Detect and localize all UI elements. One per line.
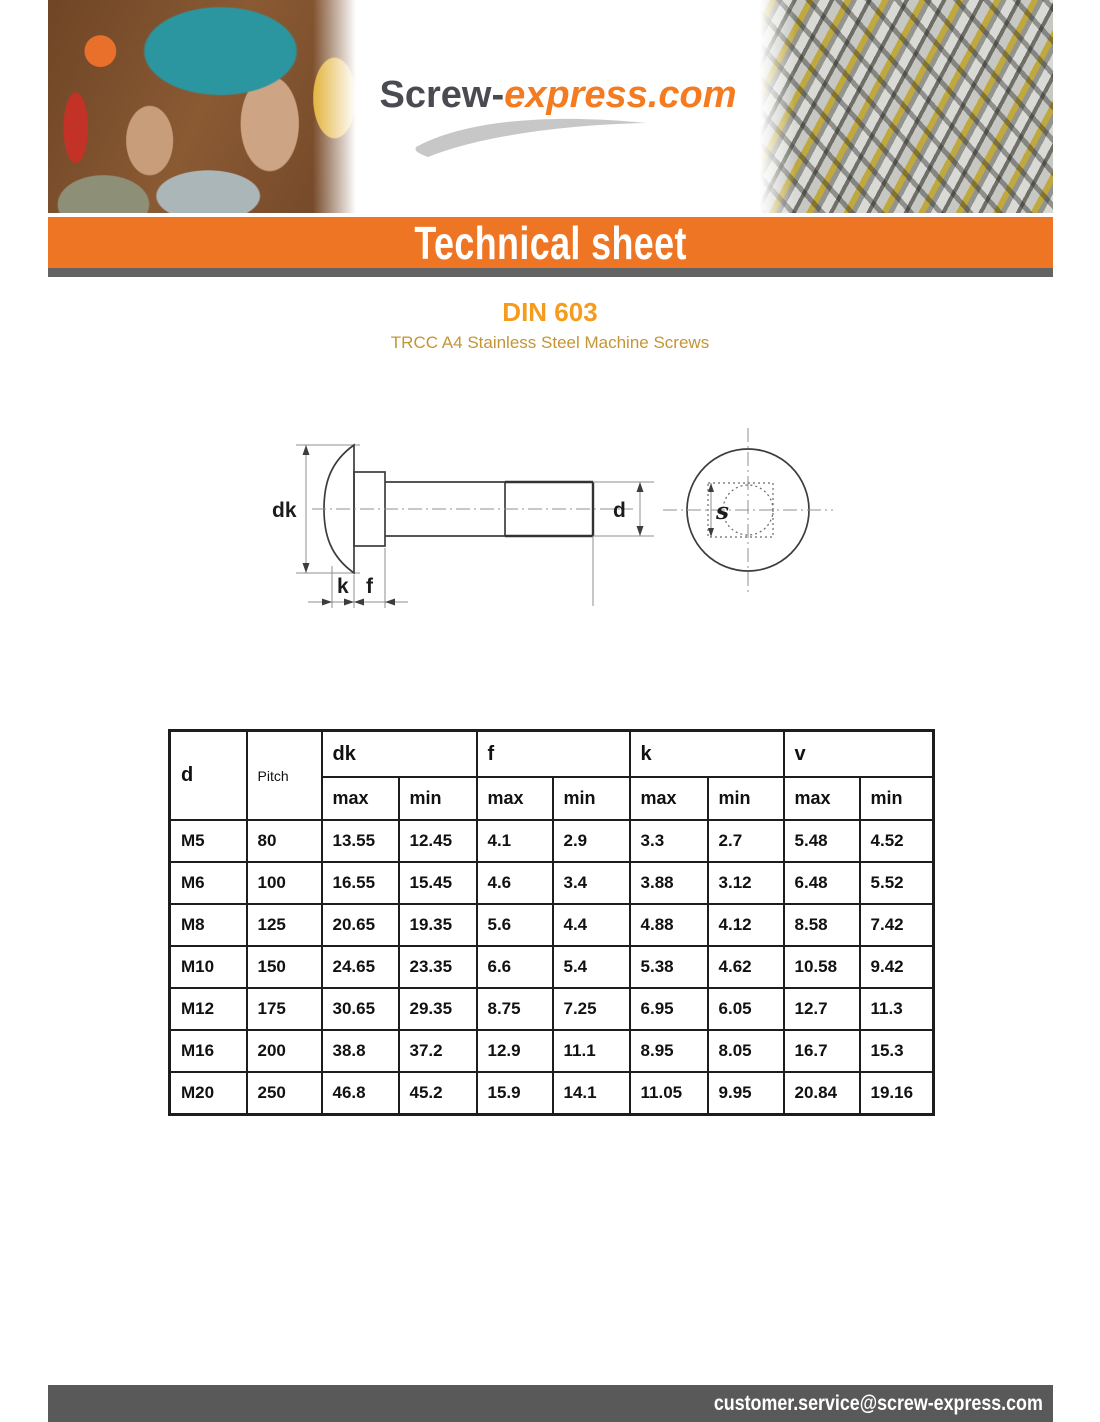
cell: M8 [170, 904, 247, 946]
cell: 4.62 [708, 946, 784, 988]
label-dk: dk [272, 499, 297, 522]
cell: 13.55 [322, 820, 399, 862]
cell: 5.52 [860, 862, 934, 904]
standard-title: DIN 603 [502, 297, 598, 327]
banner [48, 217, 1053, 268]
cell: 3.4 [553, 862, 630, 904]
cell: 80 [247, 820, 322, 862]
cell: 12.7 [784, 988, 860, 1030]
cell: 5.38 [630, 946, 708, 988]
logo-part-screw: Screw- [379, 74, 505, 116]
label-s: s [716, 498, 729, 525]
col-header-dk: dk [322, 731, 477, 778]
cell: 38.8 [322, 1030, 399, 1072]
table-row [170, 862, 934, 904]
cell: M12 [170, 988, 247, 1030]
col-header-d: d [170, 731, 247, 821]
cell: 46.8 [322, 1072, 399, 1115]
cell: 5.6 [477, 904, 553, 946]
cell: 2.7 [708, 820, 784, 862]
dimensions-table [168, 729, 935, 1116]
cell: 6.95 [630, 988, 708, 1030]
cell: 11.3 [860, 988, 934, 1030]
cell: 8.95 [630, 1030, 708, 1072]
cell: 8.58 [784, 904, 860, 946]
cell: M20 [170, 1072, 247, 1115]
cell: 29.35 [399, 988, 477, 1030]
cell: 150 [247, 946, 322, 988]
footer-bar [48, 1385, 1053, 1422]
cell: 10.58 [784, 946, 860, 988]
footer-email: customer.service@screw-express.com [713, 1391, 1043, 1415]
cell: 3.3 [630, 820, 708, 862]
cell: 23.35 [399, 946, 477, 988]
cell: 24.65 [322, 946, 399, 988]
cell: 5.4 [553, 946, 630, 988]
label-d: d [613, 499, 626, 522]
cell: 16.7 [784, 1030, 860, 1072]
cell: 2.9 [553, 820, 630, 862]
header-photo-left [48, 0, 356, 213]
table-row [170, 988, 934, 1030]
subheader-dk-min: min [399, 777, 477, 820]
cell: 12.9 [477, 1030, 553, 1072]
cell: 4.1 [477, 820, 553, 862]
cell: M6 [170, 862, 247, 904]
bolt-front-view [663, 428, 833, 592]
cell: 16.55 [322, 862, 399, 904]
cell: 37.2 [399, 1030, 477, 1072]
col-header-k: k [630, 731, 784, 778]
cell: M10 [170, 946, 247, 988]
subheader-k-max: max [630, 777, 708, 820]
cell: 19.16 [860, 1072, 934, 1115]
cell: 11.05 [630, 1072, 708, 1115]
col-header-pitch: Pitch [247, 731, 322, 821]
label-f: f [366, 575, 373, 598]
cell: 175 [247, 988, 322, 1030]
cell: 4.4 [553, 904, 630, 946]
subheader-f-max: max [477, 777, 553, 820]
cell: 11.1 [553, 1030, 630, 1072]
cell: 9.95 [708, 1072, 784, 1115]
bolt-side-view [272, 445, 654, 608]
cell: 4.52 [860, 820, 934, 862]
subheader-f-min: min [553, 777, 630, 820]
subheader-k-min: min [708, 777, 784, 820]
logo-text [356, 0, 760, 117]
cell: 45.2 [399, 1072, 477, 1115]
cell: M5 [170, 820, 247, 862]
cell: 4.6 [477, 862, 553, 904]
cell: 20.84 [784, 1072, 860, 1115]
cell: 5.48 [784, 820, 860, 862]
cell: 15.9 [477, 1072, 553, 1115]
cell: 14.1 [553, 1072, 630, 1115]
table-row [170, 904, 934, 946]
table-row [170, 820, 934, 862]
cell: 20.65 [322, 904, 399, 946]
logo [356, 0, 760, 213]
col-header-f: f [477, 731, 630, 778]
cell: 6.6 [477, 946, 553, 988]
label-k: k [337, 575, 349, 598]
cell: 19.35 [399, 904, 477, 946]
table-row [170, 946, 934, 988]
cell: 200 [247, 1030, 322, 1072]
cell: 9.42 [860, 946, 934, 988]
subheader-v-min: min [860, 777, 934, 820]
subheader-v-max: max [784, 777, 860, 820]
logo-swoosh-icon [408, 113, 658, 157]
cell: 8.05 [708, 1030, 784, 1072]
logo-part-express: express.com [504, 74, 737, 116]
banner-strip [48, 268, 1053, 277]
cell: 3.12 [708, 862, 784, 904]
cell: 6.05 [708, 988, 784, 1030]
cell: 7.42 [860, 904, 934, 946]
product-subtitle: TRCC A4 Stainless Steel Machine Screws [390, 333, 710, 352]
col-header-v: v [784, 731, 934, 778]
cell: 30.65 [322, 988, 399, 1030]
cell: 8.75 [477, 988, 553, 1030]
banner-title: Technical sheet [414, 216, 687, 269]
cell: 15.3 [860, 1030, 934, 1072]
cell: M16 [170, 1030, 247, 1072]
cell: 7.25 [553, 988, 630, 1030]
cell: 4.12 [708, 904, 784, 946]
header-photo-right [760, 0, 1053, 213]
cell: 250 [247, 1072, 322, 1115]
table-row [170, 1072, 934, 1115]
cell: 100 [247, 862, 322, 904]
cell: 3.88 [630, 862, 708, 904]
cell: 4.88 [630, 904, 708, 946]
subheader-dk-max: max [322, 777, 399, 820]
cell: 15.45 [399, 862, 477, 904]
cell: 125 [247, 904, 322, 946]
cell: 12.45 [399, 820, 477, 862]
cell: 6.48 [784, 862, 860, 904]
bolt-technical-drawing [260, 420, 860, 620]
table-row [170, 1030, 934, 1072]
